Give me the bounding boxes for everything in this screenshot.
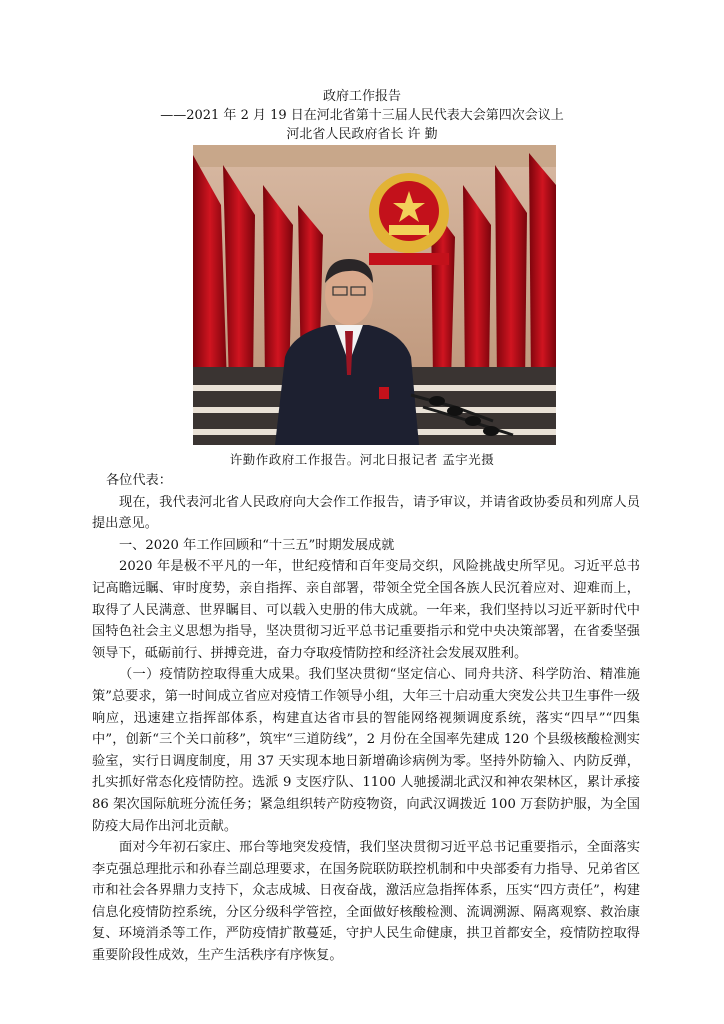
report-author: 河北省人民政府省长 许 勤 xyxy=(286,127,438,142)
report-subtitle: ——2021 年 2 月 19 日在河北省第十三届人民代表大会第四次会议上 xyxy=(160,108,564,123)
photo-caption: 许勤作政府工作报告。河北日报记者 孟宇光摄 xyxy=(229,452,495,467)
paragraph: 2020 年是极不平凡的一年，世纪疫情和百年变局交织，风险挑战史所罕见。习近平总书记高瞻远瞩、审时度势，亲自指挥、亲自部署，带领全党全国各族人民沉着应对、迎难而上，取得了人民满意、世界瞩目、可以载入史册的伟大成就。一年来，我们坚持以习近平新时代中国特色社会主义思想为指导，坚决贯彻习近平总书记重要指示和党中央决策部署，在省委坚强领导下，砥砺前行、拼搏竞进，奋力夺取疫情防控和经济社会发展双胜利。 xyxy=(92,559,640,661)
section-heading: 一、2020 年工作回顾和“十三五”时期发展成就 xyxy=(119,537,395,553)
report-body xyxy=(92,470,640,967)
report-title: 政府工作报告 xyxy=(322,89,401,104)
paragraph: 面对今年初石家庄、邢台等地突发疫情，我们坚决贯彻习近平总书记重要指示，全面落实李克强总理批示和孙春兰副总理要求，在国务院联防联控机制和中央部委有力指导、兄弟省区市和社会各界鼎力支持下，众志成城、日夜奋战，激活应急指挥体系，压实“四方责任”，构建信息化疫情防控系统，分区分级科学管控，全面做好核酸检测、流调溯源、隔离观察、救治康复、环境消杀等工作，严防疫情扩散蔓延，守护人民生命健康，拱卫首都安全，疫情防控取得重要阶段性成效，生产生活秩序有序恢复。 xyxy=(92,840,640,964)
speaker-photo xyxy=(193,145,556,445)
photo-illustration xyxy=(193,145,556,445)
paragraph: （一）疫情防控取得重大成果。我们坚决贯彻“坚定信心、同舟共济、科学防治、精准施策”总要求，第一时间成立省应对疫情工作领导小组，大年三十启动重大突发公共卫生事件一级响应，迅速建立指挥部体系，构建直达省市县的智能网络视频调度系统，落实“四早”“四集中”，创新“三个关口前移”，筑牢“三道防线”，2 月份在全国率先建成 120 个县级核酸检测实验室，实行日调度制度，用 37 天实现本地日新增确诊病例为零。坚持外防输入、内防反弹，扎实抓好常态化疫情防控。选派 9 支医疗队、1100 人驰援湖北武汉和神农架林区，累计承接 86 架次国际航班分流任务；紧急组织转产防疫物资，向武汉调拨近 100 万套防护服，为全国防疫大局作出河北贡献。 xyxy=(92,667,640,834)
salutation: 各位代表： xyxy=(106,473,172,488)
paragraph: 现在，我代表河北省人民政府向大会作工作报告，请予审议，并请省政协委员和列席人员提出意见。 xyxy=(92,494,640,532)
